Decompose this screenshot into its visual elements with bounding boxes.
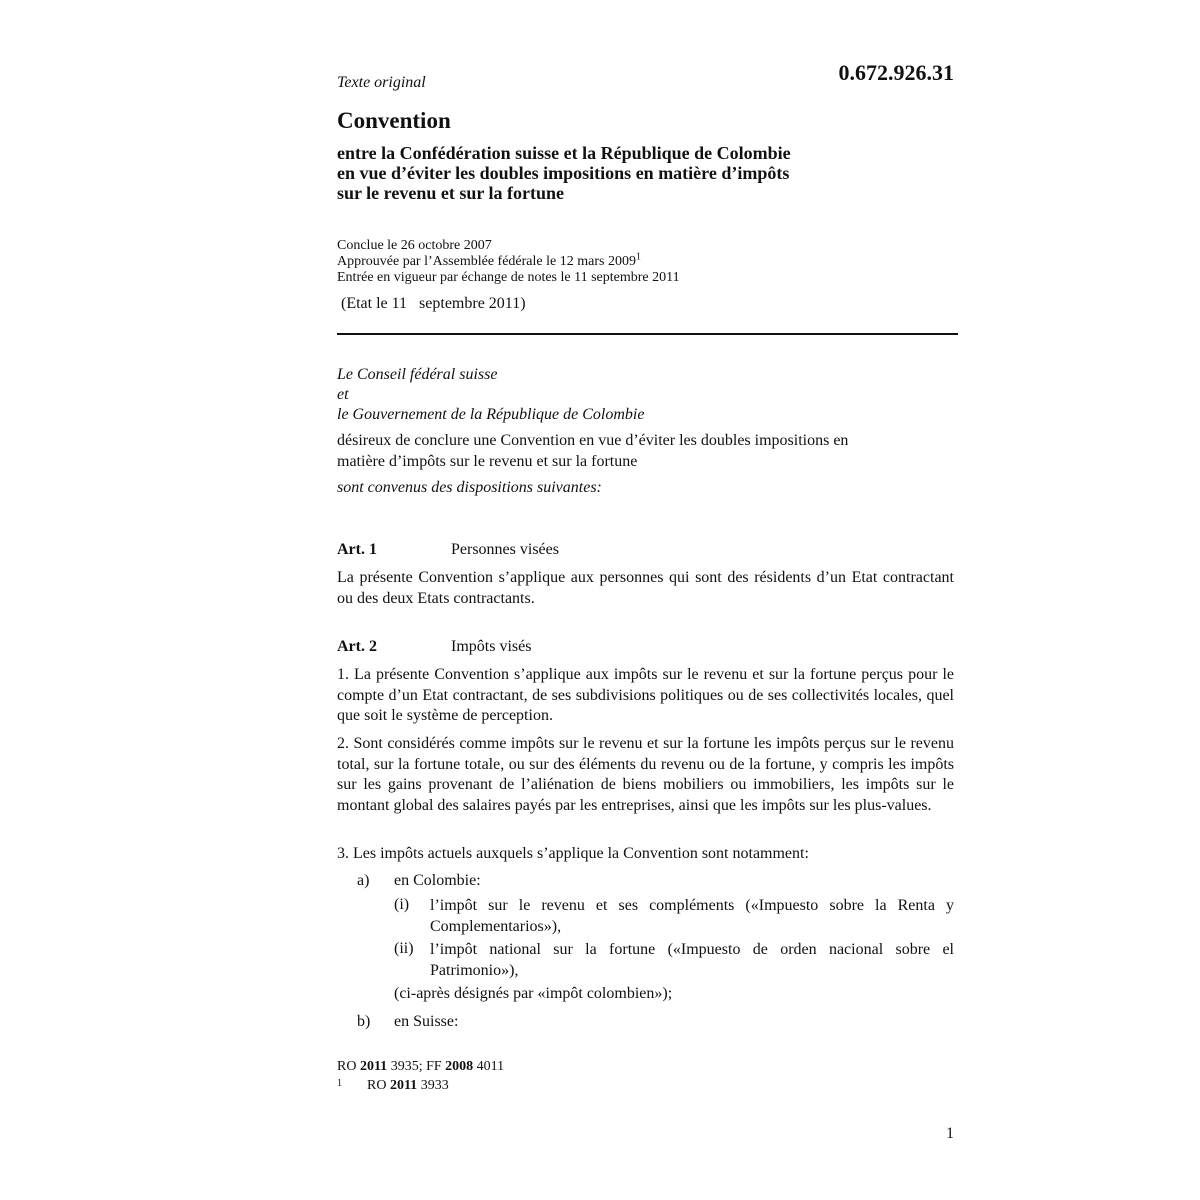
list-text-b: en Suisse: xyxy=(394,1013,459,1030)
preamble-and: et xyxy=(337,386,349,403)
ff-year: 2008 xyxy=(445,1059,474,1074)
ro-page: 3935; FF xyxy=(390,1059,442,1074)
conclue-line: Conclue le 26 octobre 2007 xyxy=(337,238,492,253)
preamble-convenus: sont convenus des dispositions suivantes: xyxy=(337,479,602,496)
article-2-paragraph-3: 3. Les impôts actuels auxquels s’applique la Convention sont notamment: xyxy=(337,845,809,862)
footnote-1 xyxy=(337,1078,449,1094)
entree-line: Entrée en vigueur par échange de notes le 11 septembre 2011 xyxy=(337,270,680,285)
source-reference xyxy=(337,1059,504,1075)
list-label-i: (i) xyxy=(394,896,410,913)
preamble-party-1: Le Conseil fédéral suisse xyxy=(337,366,498,383)
fn1-year: 2011 xyxy=(389,1078,418,1093)
subtitle-line: sur le revenu et sur la fortune xyxy=(337,183,564,203)
list-text-ii: l’impôt national sur la fortune («Impuesto de orden nacional sobre el Patrimonio»), xyxy=(430,941,954,979)
list-label-b: b) xyxy=(357,1013,371,1030)
article-number: Art. 1 xyxy=(337,541,377,558)
approuvee-line xyxy=(337,251,641,270)
approuvee-text: Approuvée par l’Assemblée fédérale le 12 mars 2009 xyxy=(337,254,636,269)
subtitle-line: entre la Confédération suisse et la République de Colombie xyxy=(337,143,791,163)
ff-page: 4011 xyxy=(476,1059,505,1074)
fn1-prefix: RO xyxy=(367,1078,387,1093)
list-text-i: l’impôt sur le revenu et ses compléments («Impuesto sobre la Renta y Complementarios»), xyxy=(430,897,954,935)
header-divider xyxy=(337,333,958,335)
ro-prefix: RO xyxy=(337,1059,357,1074)
document-number: 0.672.926.31 xyxy=(838,60,954,85)
article-number: Art. 2 xyxy=(337,638,377,655)
article-2-paragraph-2: 2. Sont considérés comme impôts sur le revenu et sur la fortune les impôts perçus sur le revenu total, sur la fortune totale, ou sur des éléments du revenu ou de la fortune, y compris les impôts sur les gains provenant de l’aliénation de biens mobiliers ou immobiliers, les impôts sur le montant global des salaires payés par les entreprises, ainsi que les impôts sur les plus-values. xyxy=(337,735,954,814)
footnote-ref[interactable]: 1 xyxy=(635,251,641,263)
article-title: Personnes visées xyxy=(451,541,559,558)
list-text-a: en Colombie: xyxy=(394,872,481,889)
preamble-desireux-line: désireux de conclure une Convention en vue d’éviter les doubles impositions en xyxy=(337,432,849,449)
ci-apres-line: (ci-après désignés par «impôt colombien»); xyxy=(394,985,673,1002)
article-2-paragraph-1: 1. La présente Convention s’applique aux impôts sur le revenu et sur la fortune perçus pour le compte d’un Etat contractant, de ses subdivisions politiques ou de ses collectivités locales, quel que soit le système de perception. xyxy=(337,666,954,724)
subtitle-line: en vue d’éviter les doubles impositions en matière d’impôts xyxy=(337,163,790,183)
list-label-a: a) xyxy=(357,872,370,889)
fn1-page: 3933 xyxy=(420,1078,449,1093)
article-1-text: La présente Convention s’applique aux personnes qui sont des résidents d’un Etat contractant ou des deux Etats contractants. xyxy=(337,569,954,607)
article-title: Impôts visés xyxy=(451,638,532,655)
document-subtitle xyxy=(337,143,791,203)
etat-line: (Etat le 11 septembre 2011) xyxy=(341,295,526,312)
footnote-marker: 1 xyxy=(337,1078,342,1089)
preamble-desireux-line: matière d’impôts sur le revenu et sur la fortune xyxy=(337,453,638,470)
texte-original-label: Texte original xyxy=(337,74,426,91)
page-number: 1 xyxy=(946,1125,954,1142)
document-title: Convention xyxy=(337,108,451,133)
ro-year: 2011 xyxy=(359,1059,388,1074)
list-label-ii: (ii) xyxy=(394,940,414,957)
preamble-party-2: le Gouvernement de la République de Colombie xyxy=(337,406,645,423)
